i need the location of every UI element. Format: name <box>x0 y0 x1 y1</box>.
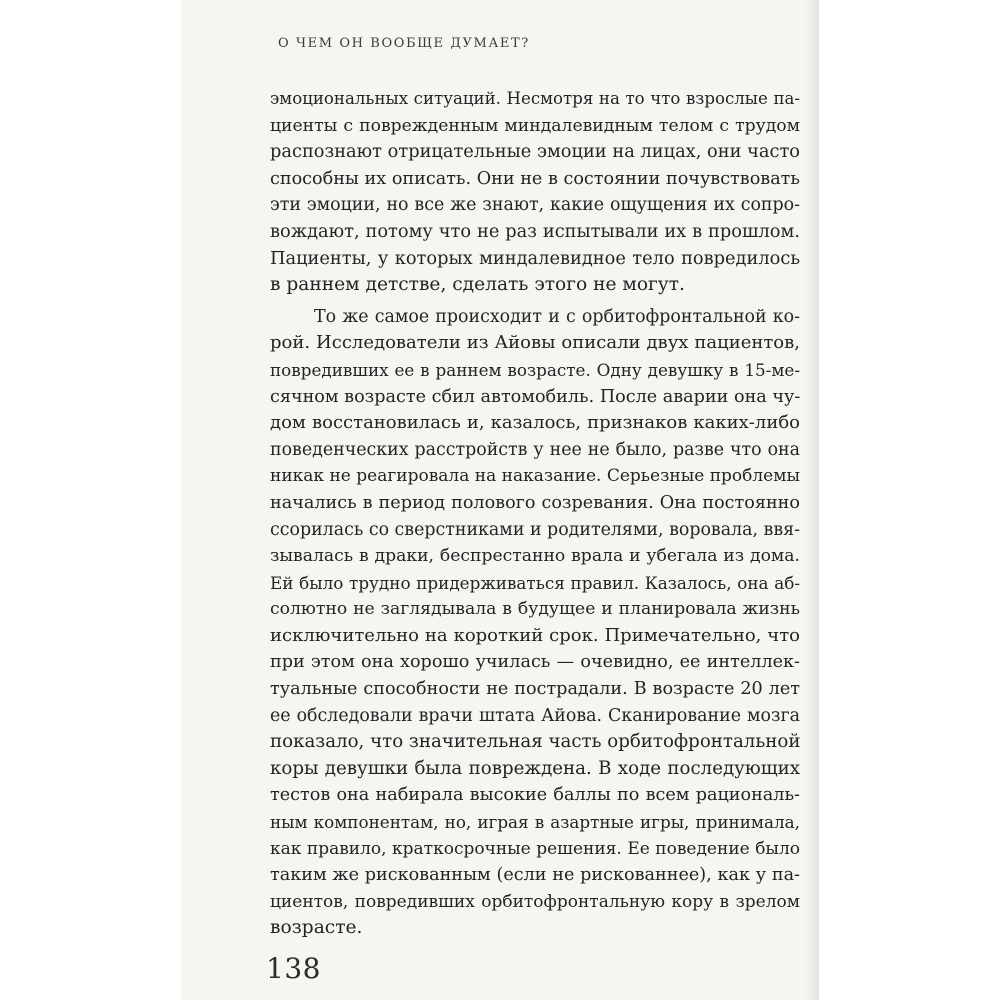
paragraph-2-line: как правило, краткосрочные решения. Ее поведение было <box>270 838 800 859</box>
paragraph-2-line: ным компонентам, но, играя в азартные игры, принимала, <box>270 812 800 833</box>
paragraph-2-line: туальные способности не пострадали. В возрасте 20 лет <box>270 679 800 700</box>
paragraph-1-line: эмоциональных ситуаций. Несмотря на то что взрослые па- <box>270 89 800 108</box>
paragraph-2-line: повредивших ее в раннем возрасте. Одну девушку в 15-ме- <box>270 359 800 380</box>
paragraph-1-line: способны их описать. Они не в состоянии почувствовать <box>270 168 800 189</box>
paragraph-2-line: начались в период полового созревания. Она постоянно <box>270 492 800 513</box>
paragraph-2-line: тестов она набирала высокие баллы по всем рациональ- <box>270 785 800 806</box>
paragraph-2-line: зывалась в драки, беспрестанно врала и убегала из дома. <box>270 546 800 567</box>
paragraph-2-line: рой. Исследователи из Айовы описали двух пациентов, <box>270 332 800 354</box>
paragraph-2-line: поведенческих расстройств у нее не было, разве что она <box>270 439 800 460</box>
page-number: 138 <box>266 952 321 985</box>
paragraph-2-line: То же самое происходит и с орбитофронтальной ко- <box>314 306 800 327</box>
running-head: О ЧЕМ ОН ВООБЩЕ ДУМАЕТ? <box>278 36 530 51</box>
paragraph-2-line: Ей было трудно придерживаться правил. Казалось, она аб- <box>270 572 800 593</box>
spine-shadow <box>805 0 819 1000</box>
paragraph-2-line: коры девушки была повреждена. В ходе последующих <box>270 757 800 779</box>
paragraph-2-line: показало, что значительная часть орбитофронтальной <box>270 731 801 753</box>
paragraph-2-line: ее обследовали врачи штата Айова. Сканирование мозга <box>270 705 800 726</box>
paragraph-2-line: сячном возрасте сбил автомобиль. После аварии она чу- <box>270 386 801 407</box>
paragraph-1-line: в раннем детстве, сделать этого не могут. <box>270 274 685 296</box>
paragraph-1-line: распознают отрицательные эмоции на лицах, они часто <box>270 141 800 163</box>
paragraph-2-line: никак не реагировала на наказание. Серьезные проблемы <box>270 466 800 487</box>
paragraph-2-line: при этом она хорошо училась — очевидно, ее интеллек- <box>270 652 800 673</box>
paragraph-2-line: исключительно на короткий срок. Примечательно, что <box>270 624 800 646</box>
paragraph-1-line: циенты с поврежденным миндалевидным телом с трудом <box>270 115 800 136</box>
paragraph-2-line: таким же рискованным (если не рискованнее), как у па- <box>270 865 800 886</box>
body-text <box>270 86 800 942</box>
paragraph-1-line: вождают, потому что не раз испытывали их в прошлом. <box>270 220 800 242</box>
paragraph-2-line: возрасте. <box>270 917 363 939</box>
paragraph-2-line: ссорилась со сверстниками и родителями, воровала, ввя- <box>270 519 800 540</box>
paragraph-2-line: солютно не заглядывала в будущее и планировала жизнь <box>270 599 800 620</box>
paragraph-1-line: Пациенты, у которых миндалевидное тело повредилось <box>270 247 800 269</box>
paragraph-2-line: дом восстановилась и, казалось, признаков каких-либо <box>270 412 800 434</box>
paragraph-1-line: эти эмоции, но все же знают, какие ощущения их сопро- <box>270 195 800 216</box>
paragraph-2-line: циентов, повредивших орбитофронтальную кору в зрелом <box>270 891 800 912</box>
